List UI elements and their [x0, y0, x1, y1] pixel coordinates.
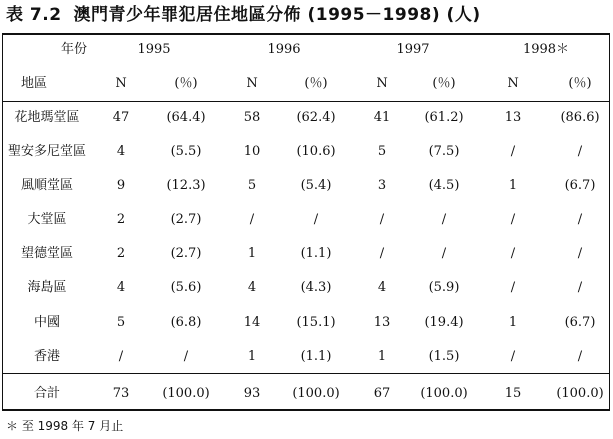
percent-cell: /: [183, 349, 189, 364]
table-caption: 澳門青少年罪犯居住地區分佈 (1995－1998) (人): [73, 5, 481, 25]
total-percent-cell: (100.0): [292, 386, 340, 401]
percent-cell: /: [577, 144, 583, 159]
count-cell: /: [379, 212, 385, 227]
table-number: 表 7.2: [6, 5, 62, 25]
count-cell: /: [510, 349, 516, 364]
count-cell: 10: [243, 144, 261, 159]
percent-cell: (1.1): [300, 349, 332, 364]
table-bottom-rule: [2, 409, 610, 411]
percent-cell: (6.7): [564, 178, 596, 193]
count-cell: 5: [116, 315, 126, 330]
total-count-cell: 67: [373, 386, 391, 401]
count-cell: 1: [508, 315, 518, 330]
percent-cell: (5.4): [300, 178, 332, 193]
percent-cell: /: [313, 212, 319, 227]
percent-cell: (5.5): [170, 144, 202, 159]
region-name-cell: 聖安多尼堂區: [7, 144, 86, 159]
n-column-header: N: [115, 76, 127, 91]
total-percent-cell: (100.0): [162, 386, 210, 401]
percent-cell: /: [577, 349, 583, 364]
percent-cell: (2.7): [170, 212, 202, 227]
count-cell: 2: [116, 246, 126, 261]
count-cell: /: [249, 212, 255, 227]
year-header-label: 年份: [60, 42, 87, 57]
count-cell: /: [118, 349, 124, 364]
count-cell: 2: [116, 212, 126, 227]
total-percent-cell: (100.0): [556, 386, 604, 401]
percent-cell: (86.6): [560, 110, 600, 125]
total-count-cell: 93: [243, 386, 261, 401]
percent-cell: (64.4): [166, 110, 206, 125]
percent-column-header: (％): [568, 76, 592, 91]
total-separator-rule: [2, 373, 610, 374]
total-percent-cell: (100.0): [420, 386, 468, 401]
count-cell: 4: [116, 280, 126, 295]
n-column-header: N: [246, 76, 258, 91]
total-label-cell: 合計: [33, 386, 60, 401]
percent-cell: (15.1): [296, 315, 336, 330]
region-name-cell: 花地瑪堂區: [14, 110, 80, 125]
region-name-cell: 望德堂區: [20, 246, 73, 261]
percent-cell: (4.5): [428, 178, 460, 193]
count-cell: 3: [377, 178, 387, 193]
table-title: [6, 2, 606, 28]
percent-cell: (5.9): [428, 280, 460, 295]
count-cell: 47: [112, 110, 130, 125]
percent-cell: (10.6): [296, 144, 336, 159]
percent-cell: /: [441, 246, 447, 261]
year-column-header: 1998＊: [522, 42, 570, 57]
region-header-label: 地區: [20, 76, 47, 91]
count-cell: 1: [508, 178, 518, 193]
count-cell: 13: [373, 315, 391, 330]
percent-column-header: (％): [432, 76, 456, 91]
region-name-cell: 香港: [33, 349, 60, 364]
count-cell: 9: [116, 178, 126, 193]
year-column-header: 1996: [267, 42, 301, 57]
count-cell: 4: [116, 144, 126, 159]
region-name-cell: 中國: [33, 315, 60, 330]
count-cell: 5: [247, 178, 257, 193]
count-cell: 5: [377, 144, 387, 159]
percent-cell: (5.6): [170, 280, 202, 295]
count-cell: 4: [247, 280, 257, 295]
n-column-header: N: [376, 76, 388, 91]
percent-column-header: (％): [174, 76, 198, 91]
region-name-cell: 大堂區: [27, 212, 67, 227]
percent-cell: /: [577, 246, 583, 261]
count-cell: /: [510, 246, 516, 261]
header-separator-rule: [2, 101, 610, 102]
total-count-cell: 15: [504, 386, 522, 401]
percent-column-header: (％): [304, 76, 328, 91]
percent-cell: (6.7): [564, 315, 596, 330]
count-cell: /: [379, 246, 385, 261]
percent-cell: (12.3): [166, 178, 206, 193]
count-cell: /: [510, 144, 516, 159]
percent-cell: /: [577, 212, 583, 227]
percent-cell: (6.8): [170, 315, 202, 330]
count-cell: 13: [504, 110, 522, 125]
percent-cell: (4.3): [300, 280, 332, 295]
percent-cell: (2.7): [170, 246, 202, 261]
percent-cell: (7.5): [428, 144, 460, 159]
region-name-cell: 海島區: [27, 280, 67, 295]
percent-cell: /: [577, 280, 583, 295]
count-cell: 41: [373, 110, 391, 125]
count-cell: 1: [247, 246, 257, 261]
count-cell: 14: [243, 315, 261, 330]
count-cell: 58: [243, 110, 261, 125]
table-top-rule: [2, 33, 610, 35]
percent-cell: (19.4): [424, 315, 464, 330]
count-cell: /: [510, 212, 516, 227]
year-column-header: 1995: [137, 42, 171, 57]
count-cell: 1: [377, 349, 387, 364]
total-count-cell: 73: [112, 386, 130, 401]
percent-cell: (61.2): [424, 110, 464, 125]
count-cell: 1: [247, 349, 257, 364]
percent-cell: (1.5): [428, 349, 460, 364]
year-column-header: 1997: [396, 42, 430, 57]
count-cell: /: [510, 280, 516, 295]
percent-cell: (1.1): [300, 246, 332, 261]
table-left-border: [2, 33, 3, 411]
percent-cell: /: [441, 212, 447, 227]
percent-cell: (62.4): [296, 110, 336, 125]
region-name-cell: 風順堂區: [20, 178, 73, 193]
count-cell: 4: [377, 280, 387, 295]
n-column-header: N: [507, 76, 519, 91]
footnote: ＊ 至 1998 年 7 月止: [6, 419, 124, 433]
